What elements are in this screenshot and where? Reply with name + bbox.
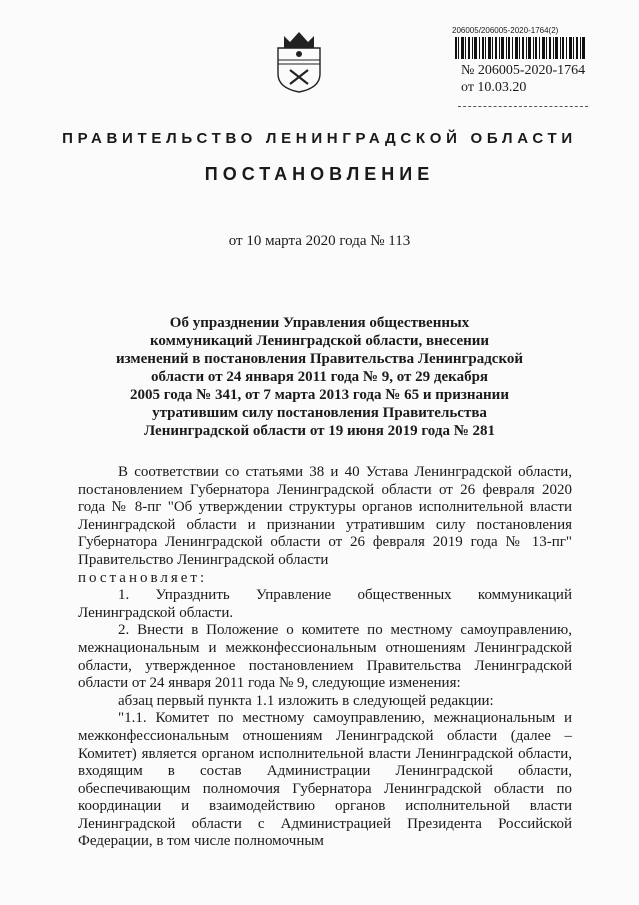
registration-divider bbox=[458, 106, 588, 107]
paragraph: "1.1. Комитет по местному самоуправлению, межнациональным и межконфессиональным отношениям Ленинградской области (далее – Комитет) является органом исполнительной власти Ленинградской области, входящим в состав Администрации Ленинградской области, обеспечивающим полномочия Губернатора Ленинградской области по координации и взаимодействию органов исполнительной власти Ленинградской области с Администрацией Президента Российской Федерации, в том числе полномочным bbox=[78, 710, 572, 850]
title-line: утратившим силу постановления Правительства bbox=[152, 405, 487, 421]
paragraph: 2. Внести в Положение о комитете по местному самоуправлению, межнациональным и межконфессиональным отношениям Ленинградской области, утвержденное постановлением Правительства Ленинградской области от 24 января 2011 года № 9, следующие изменения: bbox=[78, 622, 572, 692]
registration-stamp-top: 206005/206005-2020-1764(2) bbox=[452, 26, 559, 35]
title-line: области от 24 января 2011 года № 9, от 29 декабря bbox=[150, 369, 489, 385]
paragraph: абзац первый пункта 1.1 изложить в следующей редакции: bbox=[118, 692, 494, 709]
paragraph-resolves: постановляет: bbox=[78, 569, 208, 586]
organization-name: ПРАВИТЕЛЬСТВО ЛЕНИНГРАДСКОЙ ОБЛАСТИ bbox=[62, 130, 577, 147]
coat-of-arms-icon bbox=[274, 30, 324, 94]
title-line: 2005 года № 341, от 7 марта 2013 года № 65 и признании bbox=[130, 387, 509, 403]
document-date: от 10 марта 2020 года № 113 bbox=[228, 233, 411, 249]
paragraph: 1. Упразднить Управление общественных коммуникаций Ленинградской области. bbox=[78, 587, 572, 621]
title-line: Ленинградской области от 19 июня 2019 года № 281 bbox=[143, 423, 496, 439]
barcode-icon bbox=[455, 37, 585, 59]
paragraph: В соответствии со статьями 38 и 40 Устава Ленинградской области, постановлением Губернатора Ленинградской области от 26 февраля 2020 года № 8-пг "Об утверждении структуры органов исполнительной власти Ленинградской области и признании утратившим силу постановления Губернатора Ленинградской области от 26 февраля 2019 года № 13-пг" Правительство Ленинградской области bbox=[78, 464, 572, 568]
document-body bbox=[78, 464, 572, 851]
title-line: коммуникаций Ленинградской области, внесении bbox=[149, 333, 490, 349]
document-type: ПОСТАНОВЛЕНИЕ bbox=[204, 164, 435, 184]
title-line: изменений в постановления Правительства Ленинградской bbox=[115, 351, 524, 367]
title-line: Об упразднении Управления общественных bbox=[169, 315, 470, 331]
registration-date: от 10.03.20 bbox=[461, 80, 527, 95]
document-title bbox=[100, 314, 539, 440]
registration-number: № 206005-2020-1764 bbox=[461, 63, 586, 78]
